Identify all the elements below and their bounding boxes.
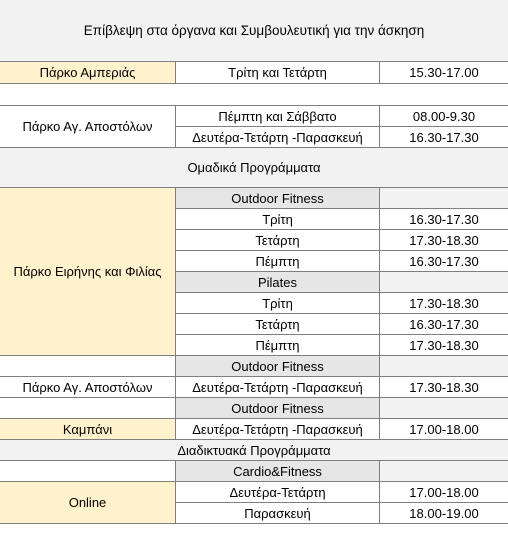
time-cell: 16.30-17.30 [380, 314, 508, 335]
location-kampani: Καμπάνι [0, 419, 176, 440]
program-label-outdoor-fitness: Outdoor Fitness [176, 356, 380, 377]
location-amperias: Πάρκο Αμπεριάς [0, 62, 176, 84]
days-cell: Δευτέρα-Τετάρτη -Παρασκευή [176, 377, 380, 398]
days-cell: Τετάρτη [176, 314, 380, 335]
days-cell: Δευτέρα-Τετάρτη -Παρασκευή [176, 127, 380, 148]
header-title: Επίβλεψη στα όργανα και Συμβουλευτική για την άσκηση [0, 0, 508, 62]
label-row-filler [380, 461, 508, 482]
program-label-cardio-fitness: Cardio&Fitness [176, 461, 380, 482]
time-cell: 17.00-18.00 [380, 419, 508, 440]
program-label-pilates: Pilates [176, 272, 380, 293]
time-cell: 18.00-19.00 [380, 503, 508, 524]
spacer-row [0, 84, 508, 106]
label-row-filler [380, 398, 508, 419]
section-title-group-programs: Ομαδικά Προγράμματα [0, 148, 508, 188]
time-cell: 17.00-18.00 [380, 482, 508, 503]
location-apostolon-group: Πάρκο Αγ. Αποστόλων [0, 377, 176, 398]
days-cell: Τετάρτη [176, 230, 380, 251]
days-cell: Παρασκευή [176, 503, 380, 524]
days-cell: Δευτέρα-Τετάρτη [176, 482, 380, 503]
label-row-filler [380, 356, 508, 377]
time-cell: 17.30-18.30 [380, 335, 508, 356]
time-cell: 16.30-17.30 [380, 251, 508, 272]
location-spacer [0, 398, 176, 419]
location-apostolon: Πάρκο Αγ. Αποστόλων [0, 106, 176, 148]
time-cell: 16.30-17.30 [380, 127, 508, 148]
days-cell: Τρίτη [176, 209, 380, 230]
program-label-outdoor-fitness: Outdoor Fitness [176, 188, 380, 209]
time-cell: 15.30-17.00 [380, 62, 508, 84]
days-cell: Δευτέρα-Τετάρτη -Παρασκευή [176, 419, 380, 440]
days-cell: Τρίτη [176, 293, 380, 314]
days-cell: Πέμπτη και Σάββατο [176, 106, 380, 127]
time-cell: 17.30-18.30 [380, 377, 508, 398]
program-label-outdoor-fitness: Outdoor Fitness [176, 398, 380, 419]
location-eirinis: Πάρκο Ειρήνης και Φιλίας [0, 188, 176, 356]
time-cell: 16.30-17.30 [380, 209, 508, 230]
time-cell: 17.30-18.30 [380, 230, 508, 251]
location-spacer [0, 461, 176, 482]
label-row-filler [380, 272, 508, 293]
days-cell: Πέμπτη [176, 251, 380, 272]
location-spacer [0, 356, 176, 377]
days-cell: Τρίτη και Τετάρτη [176, 62, 380, 84]
time-cell: 17.30-18.30 [380, 293, 508, 314]
days-cell: Πέμπτη [176, 335, 380, 356]
section-title-online-programs: Διαδικτυακά Προγράμματα [0, 440, 508, 461]
time-cell: 08.00-9.30 [380, 106, 508, 127]
location-online: Online [0, 482, 176, 524]
label-row-filler [380, 188, 508, 209]
